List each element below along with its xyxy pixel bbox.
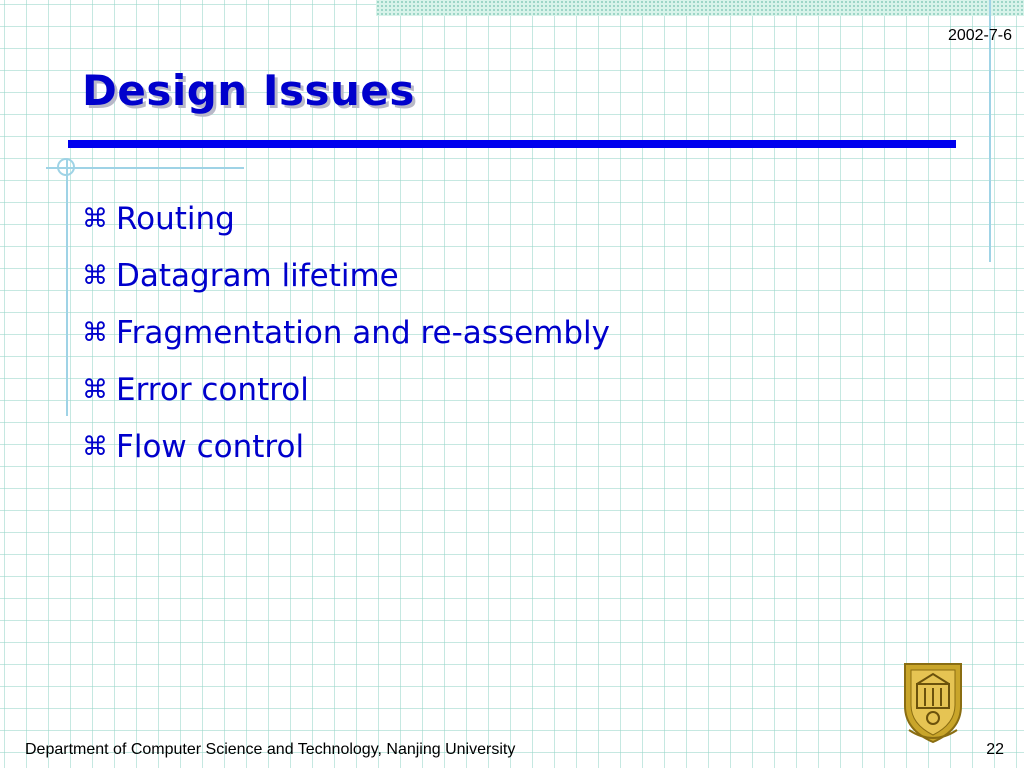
command-key-icon: ⌘ bbox=[82, 260, 108, 291]
bullet-text: Error control bbox=[116, 371, 309, 408]
bullet-item-flow-control bbox=[82, 418, 610, 475]
page-number: 22 bbox=[986, 741, 1004, 758]
bullet-text: Routing bbox=[116, 200, 235, 237]
bullet-item-routing bbox=[82, 190, 610, 247]
slide-date: 2002-7-6 bbox=[947, 27, 1012, 44]
bullet-item-error-control bbox=[82, 361, 610, 418]
decorative-vertical-line-left bbox=[66, 160, 68, 416]
top-decorative-band bbox=[376, 0, 1024, 16]
decorative-horizontal-line bbox=[46, 167, 244, 169]
title-underline bbox=[68, 140, 956, 148]
bullet-text: Fragmentation and re-assembly bbox=[116, 314, 611, 351]
command-key-icon: ⌘ bbox=[82, 374, 108, 405]
nanjing-university-crest-icon bbox=[899, 660, 967, 744]
bullet-text: Datagram lifetime bbox=[116, 257, 399, 294]
bullet-item-datagram-lifetime bbox=[82, 247, 610, 304]
command-key-icon: ⌘ bbox=[82, 431, 108, 462]
bullet-text: Flow control bbox=[116, 428, 305, 465]
command-key-icon: ⌘ bbox=[82, 203, 108, 234]
footer-department: Department of Computer Science and Technology, Nanjing University bbox=[25, 741, 516, 758]
command-key-icon: ⌘ bbox=[82, 317, 108, 348]
slide-title: Design Issues bbox=[82, 66, 415, 115]
bullet-list bbox=[82, 190, 610, 475]
decorative-corner-circle bbox=[57, 158, 75, 176]
bullet-item-fragmentation bbox=[82, 304, 610, 361]
